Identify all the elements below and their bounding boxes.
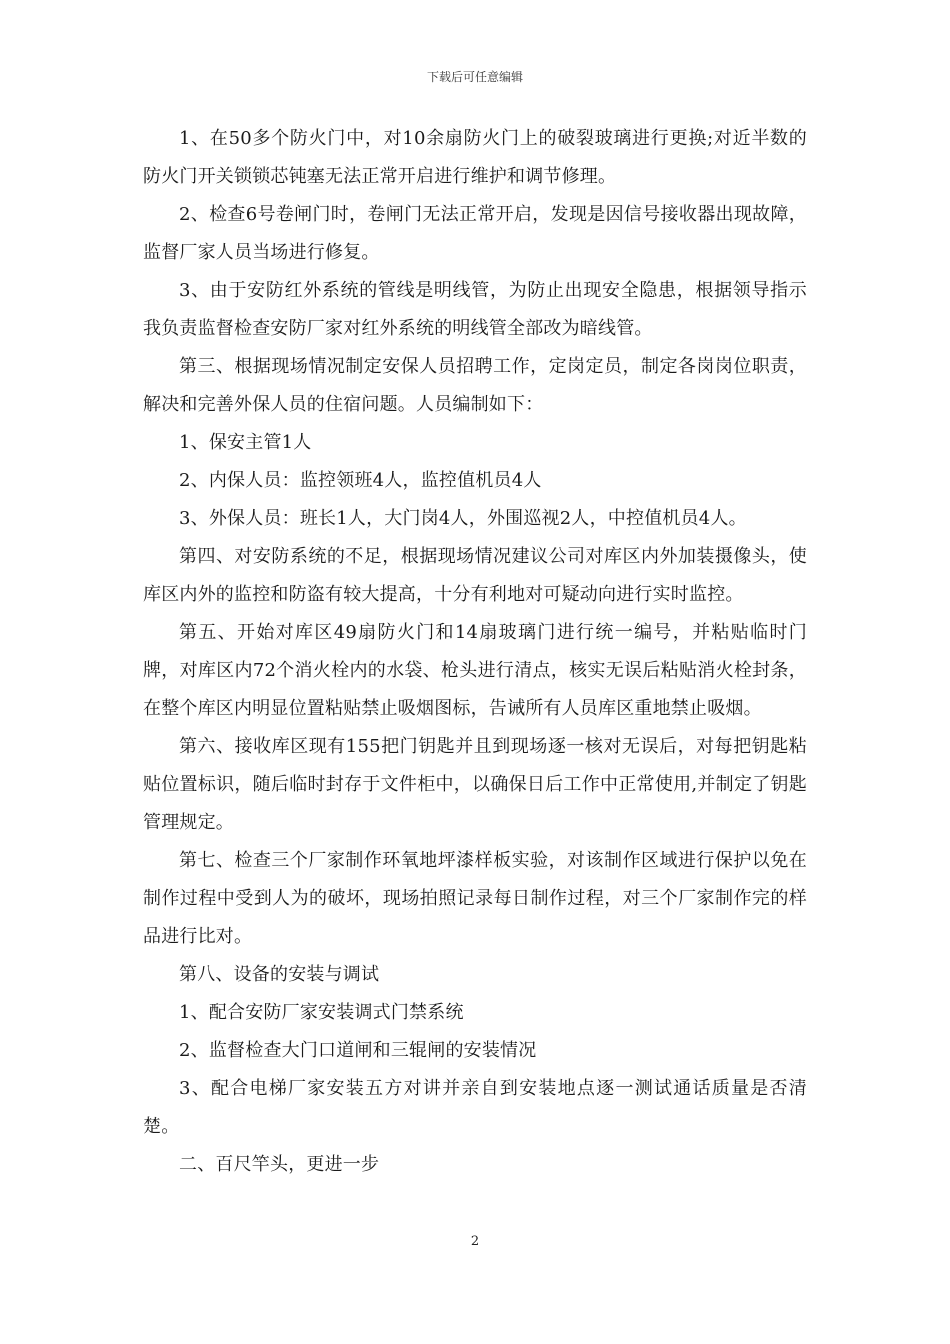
paragraph: 1、在50多个防火门中，对10余扇防火门上的破裂玻璃进行更换;对近半数的防火门开关锁锁芯钝塞无法正常开启进行维护和调节修理。 [143,128,807,187]
document-body [143,120,807,1184]
paragraph: 1、保安主管1人 [179,432,312,453]
section-heading: 二、百尺竿头，更进一步 [179,1154,380,1175]
page-number: 2 [470,1234,480,1249]
paragraph: 第五、开始对库区49扇防火门和14扇玻璃门进行统一编号，并粘贴临时门牌，对库区内72个消火栓内的水袋、枪头进行清点，核实无误后粘贴消火栓封条，在整个库区内明显位置粘贴禁止吸烟图标，告诫所有人员库区重地禁止吸烟。 [143,622,807,719]
paragraph: 3、外保人员：班长1人，大门岗4人，外围巡视2人，中控值机员4人。 [179,508,747,529]
paragraph: 2、检查6号卷闸门时，卷闸门无法正常开启，发现是因信号接收器出现故障，监督厂家人员当场进行修复。 [143,204,807,263]
paragraph: 第七、检查三个厂家制作环氧地坪漆样板实验，对该制作区域进行保护以免在制作过程中受到人为的破坏，现场拍照记录每日制作过程，对三个厂家制作完的样品进行比对。 [143,850,807,947]
paragraph: 3、配合电梯厂家安装五方对讲并亲自到安装地点逐一测试通话质量是否清楚。 [143,1078,807,1137]
paragraph: 2、监督检查大门口道闸和三辊闸的安装情况 [179,1040,537,1061]
paragraph: 2、内保人员：监控领班4人，监控值机员4人 [179,470,542,491]
paragraph: 第三、根据现场情况制定安保人员招聘工作，定岗定员，制定各岗岗位职责，解决和完善外保人员的住宿问题。人员编制如下： [143,356,807,415]
paragraph: 3、由于安防红外系统的管线是明线管，为防止出现安全隐患，根据领导指示我负责监督检查安防厂家对红外系统的明线管全部改为暗线管。 [143,280,807,339]
paragraph: 第四、对安防系统的不足，根据现场情况建议公司对库区内外加装摄像头，使库区内外的监控和防盗有较大提高，十分有利地对可疑动向进行实时监控。 [143,546,807,605]
paragraph: 1、配合安防厂家安装调式门禁系统 [179,1002,464,1023]
page-header: 下载后可任意编辑 [426,70,523,84]
paragraph: 第六、接收库区现有155把门钥匙并且到现场逐一核对无误后，对每把钥匙粘贴位置标识，随后临时封存于文件柜中，以确保日后工作中正常使用,并制定了钥匙管理规定。 [143,736,807,833]
paragraph: 第八、设备的安装与调试 [179,964,380,985]
